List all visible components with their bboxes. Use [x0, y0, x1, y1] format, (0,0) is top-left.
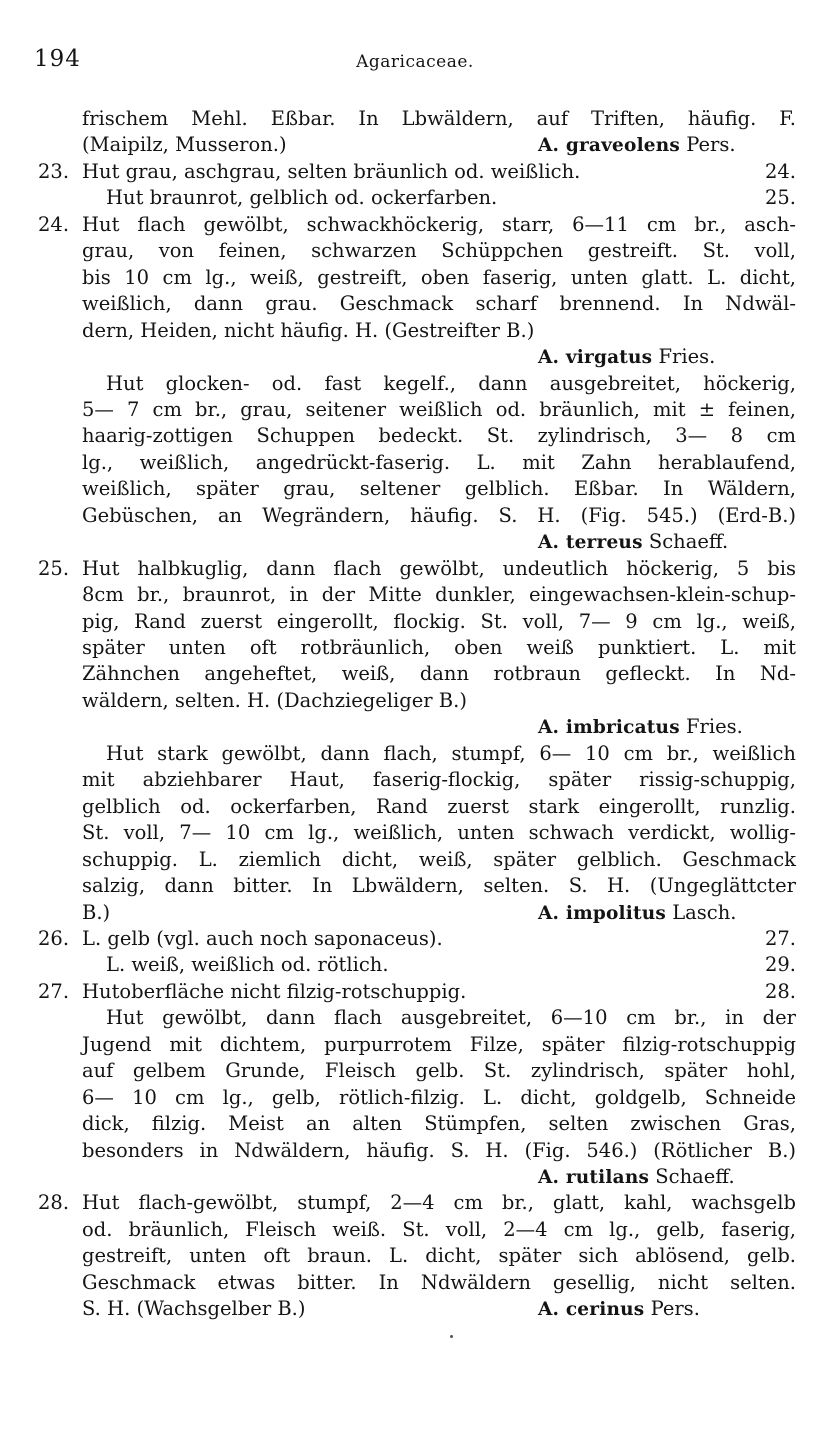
text-line — [0, 266, 830, 292]
species-author: Fries. — [686, 715, 743, 739]
text-line — [0, 1244, 830, 1270]
line-text: salzig, dann bitter. In Lbwäldern, selten. S. H. (Ungeglättcter — [82, 874, 796, 898]
line-text: gelblich od. ockerfarben, Rand zuerst stark eingerollt, runzlig. — [82, 794, 796, 818]
couplet-number: 26. — [38, 926, 70, 950]
text-line — [0, 1271, 830, 1297]
couplet-number: 23. — [38, 159, 70, 183]
line-text: 8cm br., braunrot, in der Mitte dunkler, eingewachsen-klein-schup- — [82, 583, 796, 607]
species-binomial: A. cerinus — [538, 1299, 645, 1321]
text-line — [0, 927, 830, 953]
page-number: 194 — [34, 46, 81, 72]
line-text: Jugend mit dichtem, purpurrotem Filze, später filzig-rotschuppig — [82, 1032, 796, 1056]
lead-reference: 28. — [764, 979, 796, 1003]
species-binomial: A. graveolens — [538, 135, 681, 157]
couplet-number: 25. — [38, 556, 70, 580]
line-text: schuppig. L. ziemlich dicht, weiß, später gelblich. Geschmack — [82, 847, 796, 871]
ink-speck — [450, 1335, 453, 1338]
text-line — [0, 980, 830, 1006]
lead-reference: 29. — [764, 953, 796, 977]
text-line — [0, 901, 830, 927]
text-line — [0, 1297, 830, 1323]
line-text: Hut gewölbt, dann flach ausgebreitet, 6—10 cm br., in der — [106, 1006, 796, 1030]
text-line — [0, 160, 830, 186]
species-author: Lasch. — [672, 900, 737, 924]
line-text: Hut stark gewölbt, dann flach, stumpf, 6— 10 cm br., weißlich — [106, 741, 796, 765]
text-line — [0, 107, 830, 133]
line-text: mit abziehbarer Haut, faserig-flockig, später rissig-schuppig, — [82, 768, 796, 792]
text-line — [0, 213, 830, 239]
species-author: Schaeff. — [655, 1165, 735, 1188]
text-line — [0, 662, 830, 688]
line-text: od. bräunlich, Fleisch weiß. St. voll, 2—4 cm lg., gelb, faserig, — [82, 1217, 796, 1241]
text-line — [0, 292, 830, 318]
line-text: grau, von feinen, schwarzen Schüppchen gestreift. St. voll, — [82, 239, 796, 263]
line-text: Hut flach gewölbt, schwackhöckerig, starr, 6—11 cm br., asch- — [82, 212, 796, 236]
text-line — [0, 319, 830, 345]
line-text: haarig-zottigen Schuppen bedeckt. St. zylindrisch, 3— 8 cm — [82, 424, 796, 448]
text-line — [0, 821, 830, 847]
species-name — [538, 530, 728, 553]
running-title: Agaricaceae. — [356, 52, 474, 72]
text-line — [0, 795, 830, 821]
text-line — [0, 398, 830, 424]
text-line — [0, 1086, 830, 1112]
line-text: Hut glocken- od. fast kegelf., dann ausgebreitet, höckerig, — [106, 371, 796, 395]
line-text: pig, Rand zuerst eingerollt, flockig. St. voll, 7— 9 cm lg., weiß, — [82, 609, 796, 633]
line-text: lg., weißlich, angedrückt-faserig. L. mit Zahn herablaufend, — [82, 450, 796, 474]
text-line — [0, 477, 830, 503]
line-text: frischem Mehl. Eßbar. In Lbwäldern, auf Triften, häufig. F. — [82, 107, 796, 130]
line-text: Geschmack etwas bitter. In Ndwäldern gesellig, nicht selten. — [82, 1270, 796, 1294]
species-binomial: A. imbricatus — [538, 717, 680, 739]
species-author: Pers. — [686, 133, 736, 157]
lead-reference: 24. — [764, 159, 796, 183]
line-text: auf gelbem Grunde, Fleisch gelb. St. zylindrisch, später hohl, — [82, 1059, 796, 1083]
text-line — [0, 1191, 830, 1217]
species-name — [538, 1165, 735, 1188]
species-author: Fries. — [658, 345, 716, 369]
text-line — [0, 372, 830, 398]
species-name — [538, 1297, 700, 1320]
line-text: weißlich, dann grau. Geschmack scharf brennend. In Ndwäl- — [82, 292, 796, 316]
text-line — [0, 504, 830, 530]
text-line — [0, 451, 830, 477]
text-line — [0, 424, 830, 450]
text-line — [0, 610, 830, 636]
couplet-number: 24. — [38, 212, 70, 236]
line-text: 5— 7 cm br., grau, seitener weißlich od. bräunlich, mit ± feinen, — [82, 397, 796, 421]
line-text: dick, filzig. Meist an alten Stümpfen, selten zwischen Gras, — [82, 1112, 796, 1136]
line-text: S. H. (Wachsgelber B.) — [82, 1297, 306, 1321]
text-line — [0, 636, 830, 662]
species-name — [538, 901, 736, 924]
text-line — [0, 1059, 830, 1085]
text-line — [0, 715, 830, 741]
text-line — [0, 1033, 830, 1059]
text-line — [0, 583, 830, 609]
species-author: Pers. — [650, 1297, 700, 1321]
text-line — [0, 186, 830, 212]
species-binomial: A. terreus — [538, 532, 643, 554]
line-text: L. gelb (vgl. auch noch saponaceus). — [82, 926, 443, 950]
text-line — [0, 239, 830, 265]
line-text: Zähnchen angeheftet, weiß, dann rotbraun gefleckt. In Nd- — [82, 662, 796, 686]
text-line — [0, 848, 830, 874]
species-binomial: A. rutilans — [538, 1167, 650, 1188]
text-line — [0, 133, 830, 159]
line-text: Hutoberfläche nicht filzig-rotschuppig. — [82, 979, 467, 1003]
species-name — [538, 345, 715, 368]
line-text: weißlich, später grau, seltener gelblich. Eßbar. In Wäldern, — [82, 477, 796, 501]
text-line — [0, 742, 830, 768]
text-line — [0, 530, 830, 556]
line-text: besonders in Ndwäldern, häufig. S. H. (Fig. 546.) (Rötlicher B.) — [82, 1138, 796, 1162]
line-text: Hut halbkuglig, dann flach gewölbt, undeutlich höckerig, 5 bis — [82, 556, 796, 580]
text-line — [0, 1112, 830, 1138]
line-text: bis 10 cm lg., weiß, gestreift, oben faserig, unten glatt. L. dicht, — [82, 265, 796, 289]
line-text: (Maipilz, Musseron.) — [82, 133, 287, 157]
species-name — [538, 715, 743, 738]
text-line — [0, 1218, 830, 1244]
line-text: Hut flach-gewölbt, stumpf, 2—4 cm br., glatt, kahl, wachsgelb — [82, 1191, 796, 1215]
text-line — [0, 874, 830, 900]
text-line — [0, 768, 830, 794]
text-line — [0, 557, 830, 583]
text-line — [0, 953, 830, 979]
line-text: B.) — [82, 900, 111, 924]
text-line — [0, 689, 830, 715]
couplet-number: 28. — [38, 1191, 70, 1215]
line-text: gestreift, unten oft braun. L. dicht, später sich ablösend, gelb. — [82, 1244, 796, 1268]
line-text: Gebüschen, an Wegrändern, häufig. S. H. (Fig. 545.) (Erd-B.) — [82, 503, 796, 527]
line-text: L. weiß, weißlich od. rötlich. — [106, 953, 389, 977]
text-line — [0, 1165, 830, 1191]
species-author: Schaeff. — [648, 530, 729, 554]
line-text: St. voll, 7— 10 cm lg., weißlich, unten schwach verdickt, wollig- — [82, 821, 796, 845]
text-line — [0, 345, 830, 371]
species-name — [538, 133, 736, 156]
line-text: Hut braunrot, gelblich od. ockerfarben. — [106, 186, 498, 210]
line-text: wäldern, selten. H. (Dachziegeliger B.) — [82, 688, 467, 712]
species-binomial: A. impolitus — [538, 902, 666, 924]
line-text: später unten oft rotbräunlich, oben weiß punktiert. L. mit — [82, 636, 796, 659]
line-text: Hut grau, aschgrau, selten bräunlich od. weißlich. — [82, 159, 581, 183]
text-line — [0, 1006, 830, 1032]
species-binomial: A. virgatus — [538, 347, 653, 369]
couplet-number: 27. — [38, 979, 70, 1003]
text-line — [0, 1139, 830, 1165]
line-text: dern, Heiden, nicht häufig. H. (Gestreifter B.) — [82, 318, 535, 342]
line-text: 6— 10 cm lg., gelb, rötlich-filzig. L. dicht, goldgelb, Schneide — [82, 1085, 796, 1109]
lead-reference: 25. — [764, 186, 796, 210]
lead-reference: 27. — [764, 926, 796, 950]
